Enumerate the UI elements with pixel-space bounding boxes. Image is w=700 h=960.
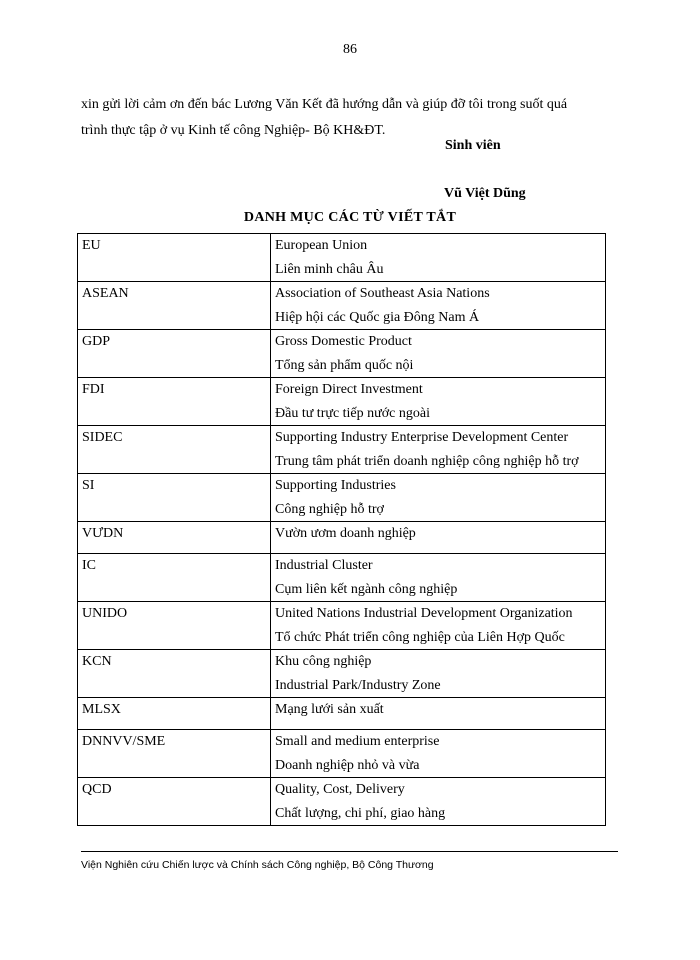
- meaning-line: Industrial Cluster: [275, 558, 373, 573]
- abbreviation-cell: [78, 378, 271, 426]
- meaning-line: Doanh nghiệp nhỏ và vừa: [275, 757, 420, 773]
- meaning-cell: [271, 650, 606, 698]
- meaning-cell: [271, 730, 606, 778]
- footer-divider: [81, 851, 618, 852]
- abbreviation-text: UNIDO: [82, 606, 128, 621]
- meaning-line: Association of Southeast Asia Nations: [275, 286, 490, 301]
- meaning-line: Gross Domestic Product: [275, 334, 412, 349]
- abbreviation-text: ASEAN: [82, 286, 129, 301]
- table-row: [78, 730, 606, 778]
- abbreviation-text: QCD: [82, 782, 112, 797]
- meaning-line: European Union: [275, 238, 368, 253]
- table-row: [78, 698, 606, 730]
- meaning-cell: [271, 378, 606, 426]
- abbreviation-text: KCN: [82, 654, 112, 669]
- meaning-cell: [271, 330, 606, 378]
- table-title: DANH MỤC CÁC TỪ VIẾT TẮT: [243, 210, 457, 225]
- meaning-line: Quality, Cost, Delivery: [275, 782, 405, 797]
- page-number: 86: [343, 42, 357, 57]
- abbreviation-cell: [78, 730, 271, 778]
- abbreviation-cell: [78, 282, 271, 330]
- table-row: [78, 378, 606, 426]
- paragraph-line-1: xin gửi lời cảm ơn đến bác Lương Văn Kết đã hướng dẫn và giúp đỡ tôi trong suốt quá: [81, 97, 568, 112]
- meaning-cell: [271, 234, 606, 282]
- meaning-line: United Nations Industrial Development Organization: [275, 606, 573, 621]
- paragraph-line-2: trình thực tập ở vụ Kinh tế công Nghiệp- Bộ KH&ĐT.: [81, 123, 386, 138]
- meaning-line: Mạng lưới sản xuất: [275, 702, 384, 717]
- meaning-line: Công nghiệp hỗ trợ: [275, 501, 384, 517]
- meaning-cell: [271, 778, 606, 826]
- abbreviation-text: DNNVV/SME: [82, 734, 166, 749]
- abbreviation-cell: [78, 234, 271, 282]
- abbreviation-cell: [78, 698, 271, 730]
- meaning-cell: [271, 522, 606, 554]
- meaning-line: Trung tâm phát triển doanh nghiệp công nghiệp hỗ trợ: [275, 453, 579, 469]
- abbreviation-text: FDI: [82, 382, 105, 397]
- meaning-line: Hiệp hội các Quốc gia Đông Nam Á: [275, 309, 480, 325]
- signoff-label: Sinh viên: [445, 138, 501, 153]
- meaning-cell: [271, 474, 606, 522]
- meaning-line: Đầu tư trực tiếp nước ngoài: [275, 405, 430, 421]
- meaning-line: Tổ chức Phát triển công nghiệp của Liên Hợp Quốc: [275, 629, 565, 645]
- abbreviation-cell: [78, 778, 271, 826]
- abbreviation-cell: [78, 426, 271, 474]
- meaning-line: Industrial Park/Industry Zone: [275, 677, 441, 693]
- table-row: [78, 330, 606, 378]
- meaning-line: Cụm liên kết ngành công nghiệp: [275, 581, 458, 597]
- abbreviation-cell: [78, 330, 271, 378]
- meaning-cell: [271, 602, 606, 650]
- table-row: [78, 602, 606, 650]
- meaning-cell: [271, 698, 606, 730]
- acknowledgement-paragraph: [81, 92, 617, 144]
- meaning-line: Chất lượng, chi phí, giao hàng: [275, 805, 446, 821]
- table-row: [78, 778, 606, 826]
- abbreviation-text: VƯDN: [82, 526, 124, 541]
- meaning-cell: [271, 426, 606, 474]
- meaning-cell: [271, 554, 606, 602]
- abbreviation-cell: [78, 650, 271, 698]
- meaning-line: Tổng sản phẩm quốc nội: [275, 357, 414, 373]
- abbreviation-cell: [78, 602, 271, 650]
- abbreviation-table: [77, 233, 606, 826]
- meaning-line: Small and medium enterprise: [275, 734, 440, 749]
- abbreviation-text: EU: [82, 238, 101, 253]
- abbreviation-text: SIDEC: [82, 430, 123, 445]
- abbreviation-text: GDP: [82, 334, 111, 349]
- meaning-line: Khu công nghiệp: [275, 654, 372, 669]
- meaning-line: Liên minh châu Âu: [275, 261, 384, 277]
- table-row: [78, 522, 606, 554]
- table-row: [78, 426, 606, 474]
- table-row: [78, 282, 606, 330]
- table-row: [78, 650, 606, 698]
- table-row: [78, 234, 606, 282]
- meaning-line: Supporting Industry Enterprise Development Center: [275, 430, 569, 445]
- abbreviation-text: SI: [82, 478, 95, 493]
- meaning-line: Vườn ươm doanh nghiệp: [275, 526, 416, 541]
- table-row: [78, 474, 606, 522]
- abbreviation-text: MLSX: [82, 702, 121, 717]
- meaning-line: Supporting Industries: [275, 478, 396, 493]
- abbreviation-cell: [78, 522, 271, 554]
- meaning-line: Foreign Direct Investment: [275, 382, 423, 397]
- table-row: [78, 554, 606, 602]
- footer-text: Viện Nghiên cứu Chiến lược và Chính sách Công nghiệp, Bộ Công Thương: [81, 859, 434, 871]
- abbreviation-text: IC: [82, 558, 96, 573]
- abbreviation-cell: [78, 474, 271, 522]
- abbreviation-cell: [78, 554, 271, 602]
- meaning-cell: [271, 282, 606, 330]
- author-name: Vũ Việt Dũng: [444, 186, 526, 201]
